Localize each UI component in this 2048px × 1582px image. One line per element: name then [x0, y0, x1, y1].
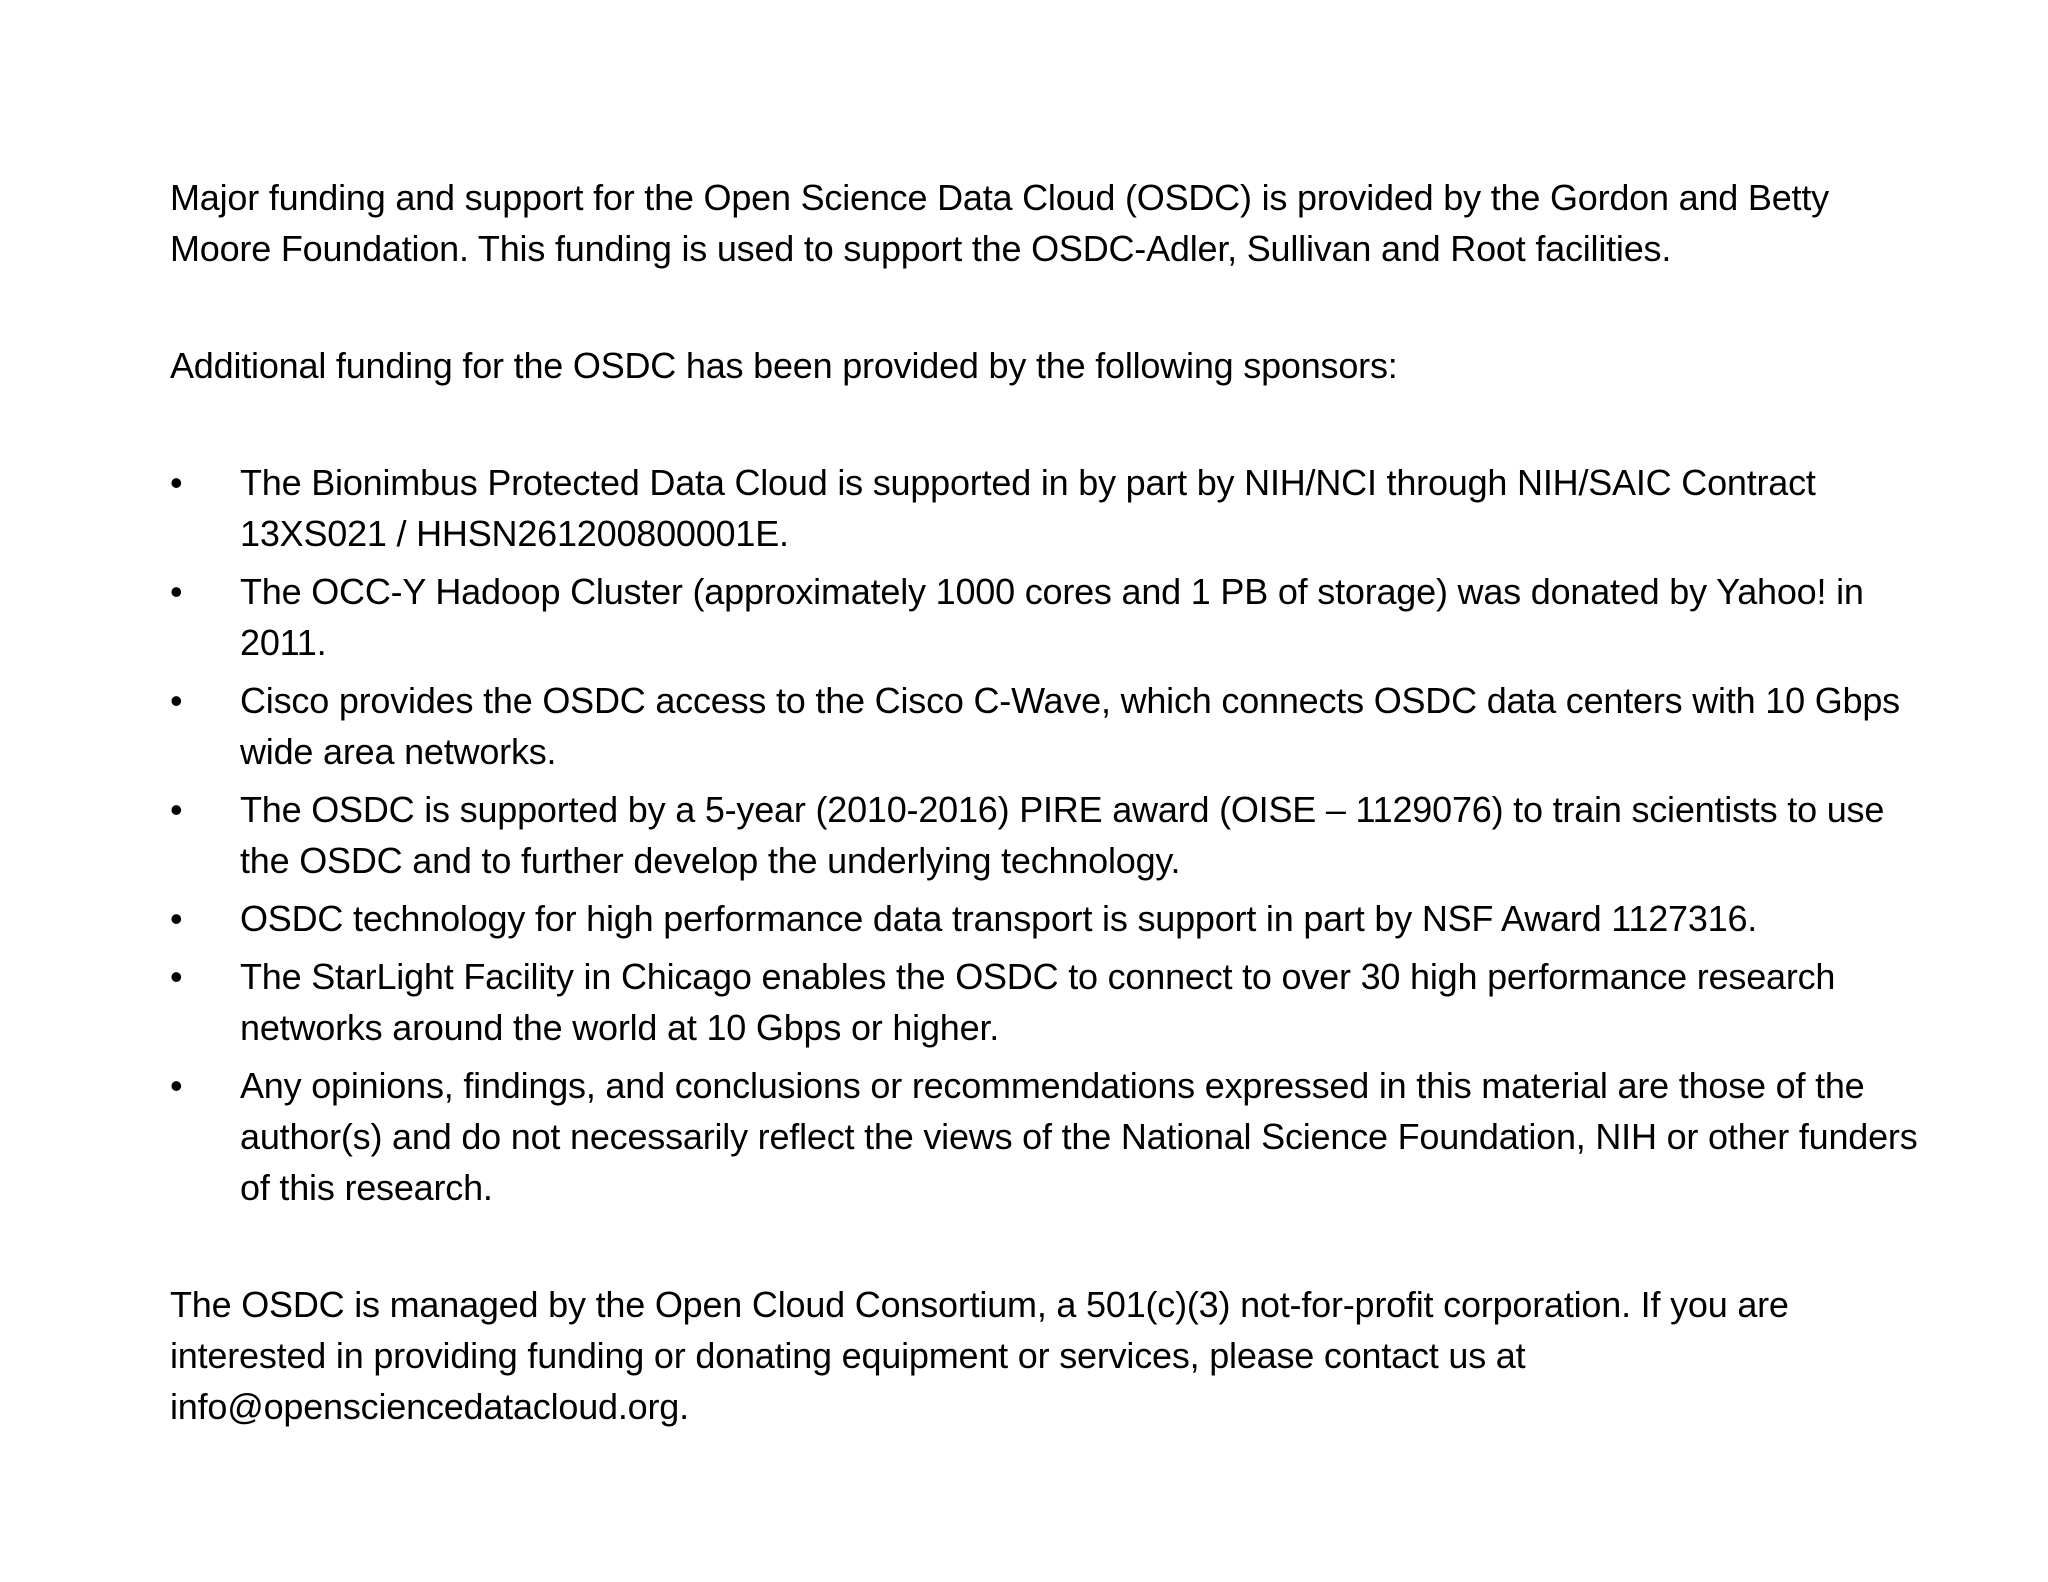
sponsor-text: The OCC-Y Hadoop Cluster (approximately 1000 cores and 1 PB of storage) was donated by Yahoo! in 2011.	[240, 571, 1864, 663]
sponsor-text: Any opinions, findings, and conclusions or recommendations expressed in this material are those of the author(s) and do not necessarily reflect the views of the National Science Foundation, NIH or other funders of this research.	[240, 1065, 1918, 1208]
sponsor-item	[170, 566, 1930, 668]
sponsor-text: OSDC technology for high performance data transport is support in part by NSF Award 1127316.	[240, 898, 1758, 939]
bullet-icon: •	[170, 789, 183, 830]
sponsor-item	[170, 675, 1930, 777]
sponsor-item	[170, 893, 1930, 944]
sponsor-item	[170, 784, 1930, 886]
bullet-icon: •	[170, 462, 183, 503]
bullet-icon: •	[170, 571, 183, 612]
sponsor-text: The StarLight Facility in Chicago enables the OSDC to connect to over 30 high performance research networks around the world at 10 Gbps or higher.	[240, 956, 1836, 1048]
sponsor-text: Cisco provides the OSDC access to the Cisco C-Wave, which connects OSDC data centers with 10 Gbps wide area networks.	[240, 680, 1900, 772]
sponsor-list	[170, 457, 1930, 1213]
sponsor-item	[170, 1060, 1930, 1213]
sponsor-item	[170, 951, 1930, 1053]
sponsor-text: The OSDC is supported by a 5-year (2010-2016) PIRE award (OISE – 1129076) to train scientists to use the OSDC and to further develop the underlying technology.	[240, 789, 1885, 881]
intro-paragraph: Major funding and support for the Open Science Data Cloud (OSDC) is provided by the Gordon and Betty Moore Foundation. This funding is used to support the OSDC-Adler, Sullivan and Root facilities.	[170, 177, 1829, 269]
sponsor-item	[170, 457, 1930, 559]
bullet-icon: •	[170, 956, 183, 997]
bullet-icon: •	[170, 898, 183, 939]
bullet-icon: •	[170, 680, 183, 721]
bullet-icon: •	[170, 1065, 183, 1106]
document-page	[170, 172, 1930, 1432]
sponsor-text: The Bionimbus Protected Data Cloud is supported in by part by NIH/NCI through NIH/SAIC Contract 13XS021 / HHSN261200800001E.	[240, 462, 1816, 554]
additional-funding-paragraph: Additional funding for the OSDC has been provided by the following sponsors:	[170, 345, 1398, 386]
closing-paragraph: The OSDC is managed by the Open Cloud Consortium, a 501(c)(3) not-for-profit corporation. If you are interested in providing funding or donating equipment or services, please contact us at info@opensciencedatacloud.org.	[170, 1284, 1789, 1427]
